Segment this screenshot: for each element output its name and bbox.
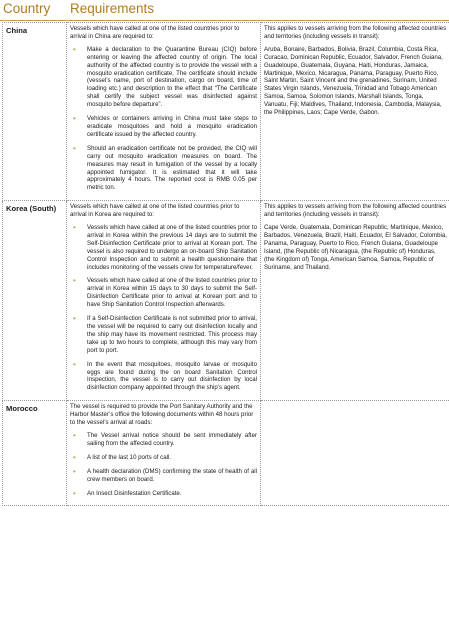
requirements-cell [67,23,261,201]
table-header [0,0,449,21]
country-name: China [3,23,67,201]
list-item-text: In the event that mosquitoes, mosquito larvae or mosquito eggs are found during the on board Sanitation Control Inspection, the vessel is to carry out disinfection by local disinfection company appointed through the ship’s agent. [87,360,257,392]
column-header-country: Country [3,1,51,16]
requirements-intro: Vessels which have called at one of the listed countries prior to arrival in Korea are required to: [70,203,240,219]
affected-countries-list: Cape Verde, Guatemala, Dominican Republic, Martinique, Mexico, Barbados, Venezuela, Brazil, Haiti, Ecuador, El Salvador, Colombia, Panama, Paraguay, Puerto to Rico, French Guiana, Guadeloupe Island, (the Republic of) Nicaragua, (the Republic of) Honduras, (the Kingdom of) Tonga, American Samoa, Samoa, Republic of Suriname, and Thailand. [264,224,447,271]
list-item [70,115,257,139]
requirements-list [70,46,257,192]
notes-cell [261,401,449,506]
requirements-table [2,22,449,506]
list-item [70,468,257,484]
list-item [70,224,257,271]
notes-intro: This applies to vessels arriving from the following affected countries and territories (including vessels in transit): [264,25,447,40]
table-row-korea [3,201,449,401]
list-item [70,46,257,109]
list-item-text: Vessels which have called at one of the listed countries prior to arrival in Korea within 15 days to 30 days to submit the Self-Disinfection Certificate prior to arrival at Korean port and to have Ship Sanitation Control Inspection afterwards. [87,277,257,309]
list-item-text: A health declaration (DMS) confirming the state of health of all crew members on board. [87,467,257,483]
list-item-text: Make a declaration to the Quarantine Bureau (CIQ) before entering or leaving the affected country of origin. The local authority of the affected country is to provide the vessel with a mosquito eradication certificate. The certificate should include (vessel’s name, port of destination, cargo on board, time of loading etc.) and description to the effect that “The Certificate shall certify the subject vessel was disinfected against mosquito before departure”. [87,45,257,109]
requirements-intro: The vessel is required to provide the Port Sanitary Authority and the Harbor Master’s office the following documents within 48 hours prior to the vessel’s arrival at roads: [70,403,254,427]
requirements-intro: Vessels which have called at one of the listed countries prior to arrival in China are required to: [70,25,240,40]
list-item [70,277,257,309]
country-name: Morocco [3,401,67,506]
list-item-text: Vessels which have called at one of the listed countries prior to arrival in Korea within the previous 14 days are to submit the Self-Disinfection Certificate prior to arrival at Korean port. The vessel is also required to undergo an on-board Ship Sanitation Control Inspection and to submit a health questionnaire that includes monitoring of the vessels crew for temperature/fever. [87,224,257,271]
country-name: Korea (South) [3,201,67,401]
requirements-list [70,432,257,497]
column-header-requirements: Requirements [70,1,155,16]
list-item-text: Should an eradication certificate not be provided, the CIQ will carry out mosquito eradication measures on board. The measures may result in fumigation of the vessel by a locally appointed fumigator. It is estimated that it will take approximately 4 hours. The reported cost is RMB 0.05 per metric ton. [87,144,257,192]
list-item [70,361,257,393]
notes-intro: This applies to vessels arriving from the following affected countries and territories (including vessels in transit): [264,203,447,219]
notes-cell [261,201,449,401]
list-item-text: Vehicles or containers arriving in China must take steps to eradicate mosquitoes and hold a mosquito eradication certificate issued by the affected country. [87,115,257,138]
list-item [70,145,257,192]
requirements-cell [67,401,261,506]
table-row-morocco [3,401,449,506]
table-row-china [3,23,449,201]
list-item-text: A list of the last 10 ports of call. [87,453,171,461]
list-item [70,490,257,498]
requirements-list [70,224,257,392]
notes-cell [261,23,449,201]
list-item [70,454,257,462]
affected-countries-list: Aruba, Bonaire, Barbados, Bolivia, Brazil, Columbia, Costa Rica, Curacao, Dominican Republic, Ecuador, Salvador, French Guiana, Guadeloupe, Guatemala, Guyana, Haiti, Honduras, Jamaica, Martinique, Mexico, Nicaragua, Panama, Paraguay, Puerto Rico, Saint Martin, Saint Vincent and the grenadines, Surinam, United States Virgin Islands, Venezuela, Trinidad and Tobago American Samoa, Samoa, Solomon Islands, Marshall Islands, Tonga, Vanuatu, Fiji; Maldives, Thailand, Indonesia, Cambodia, Malaysia, the Philippines, Laos; Cape Verde, Gabon. [264,45,443,117]
list-item-text: The Vessel arrival notice should be sent immediately after sailing from the affected country. [87,431,257,447]
list-item [70,315,257,355]
list-item-text: An Insect Disinfestation Certificate. [87,489,182,497]
requirements-cell [67,201,261,401]
list-item [70,432,257,448]
list-item-text: If a Self-Disinfection Certificate is not submitted prior to arrival, the vessel will be required to carry out disinfection locally and the ship may have its movement restricted. This process may take up to two hours to complete, although this may vary from port to port. [87,315,257,354]
